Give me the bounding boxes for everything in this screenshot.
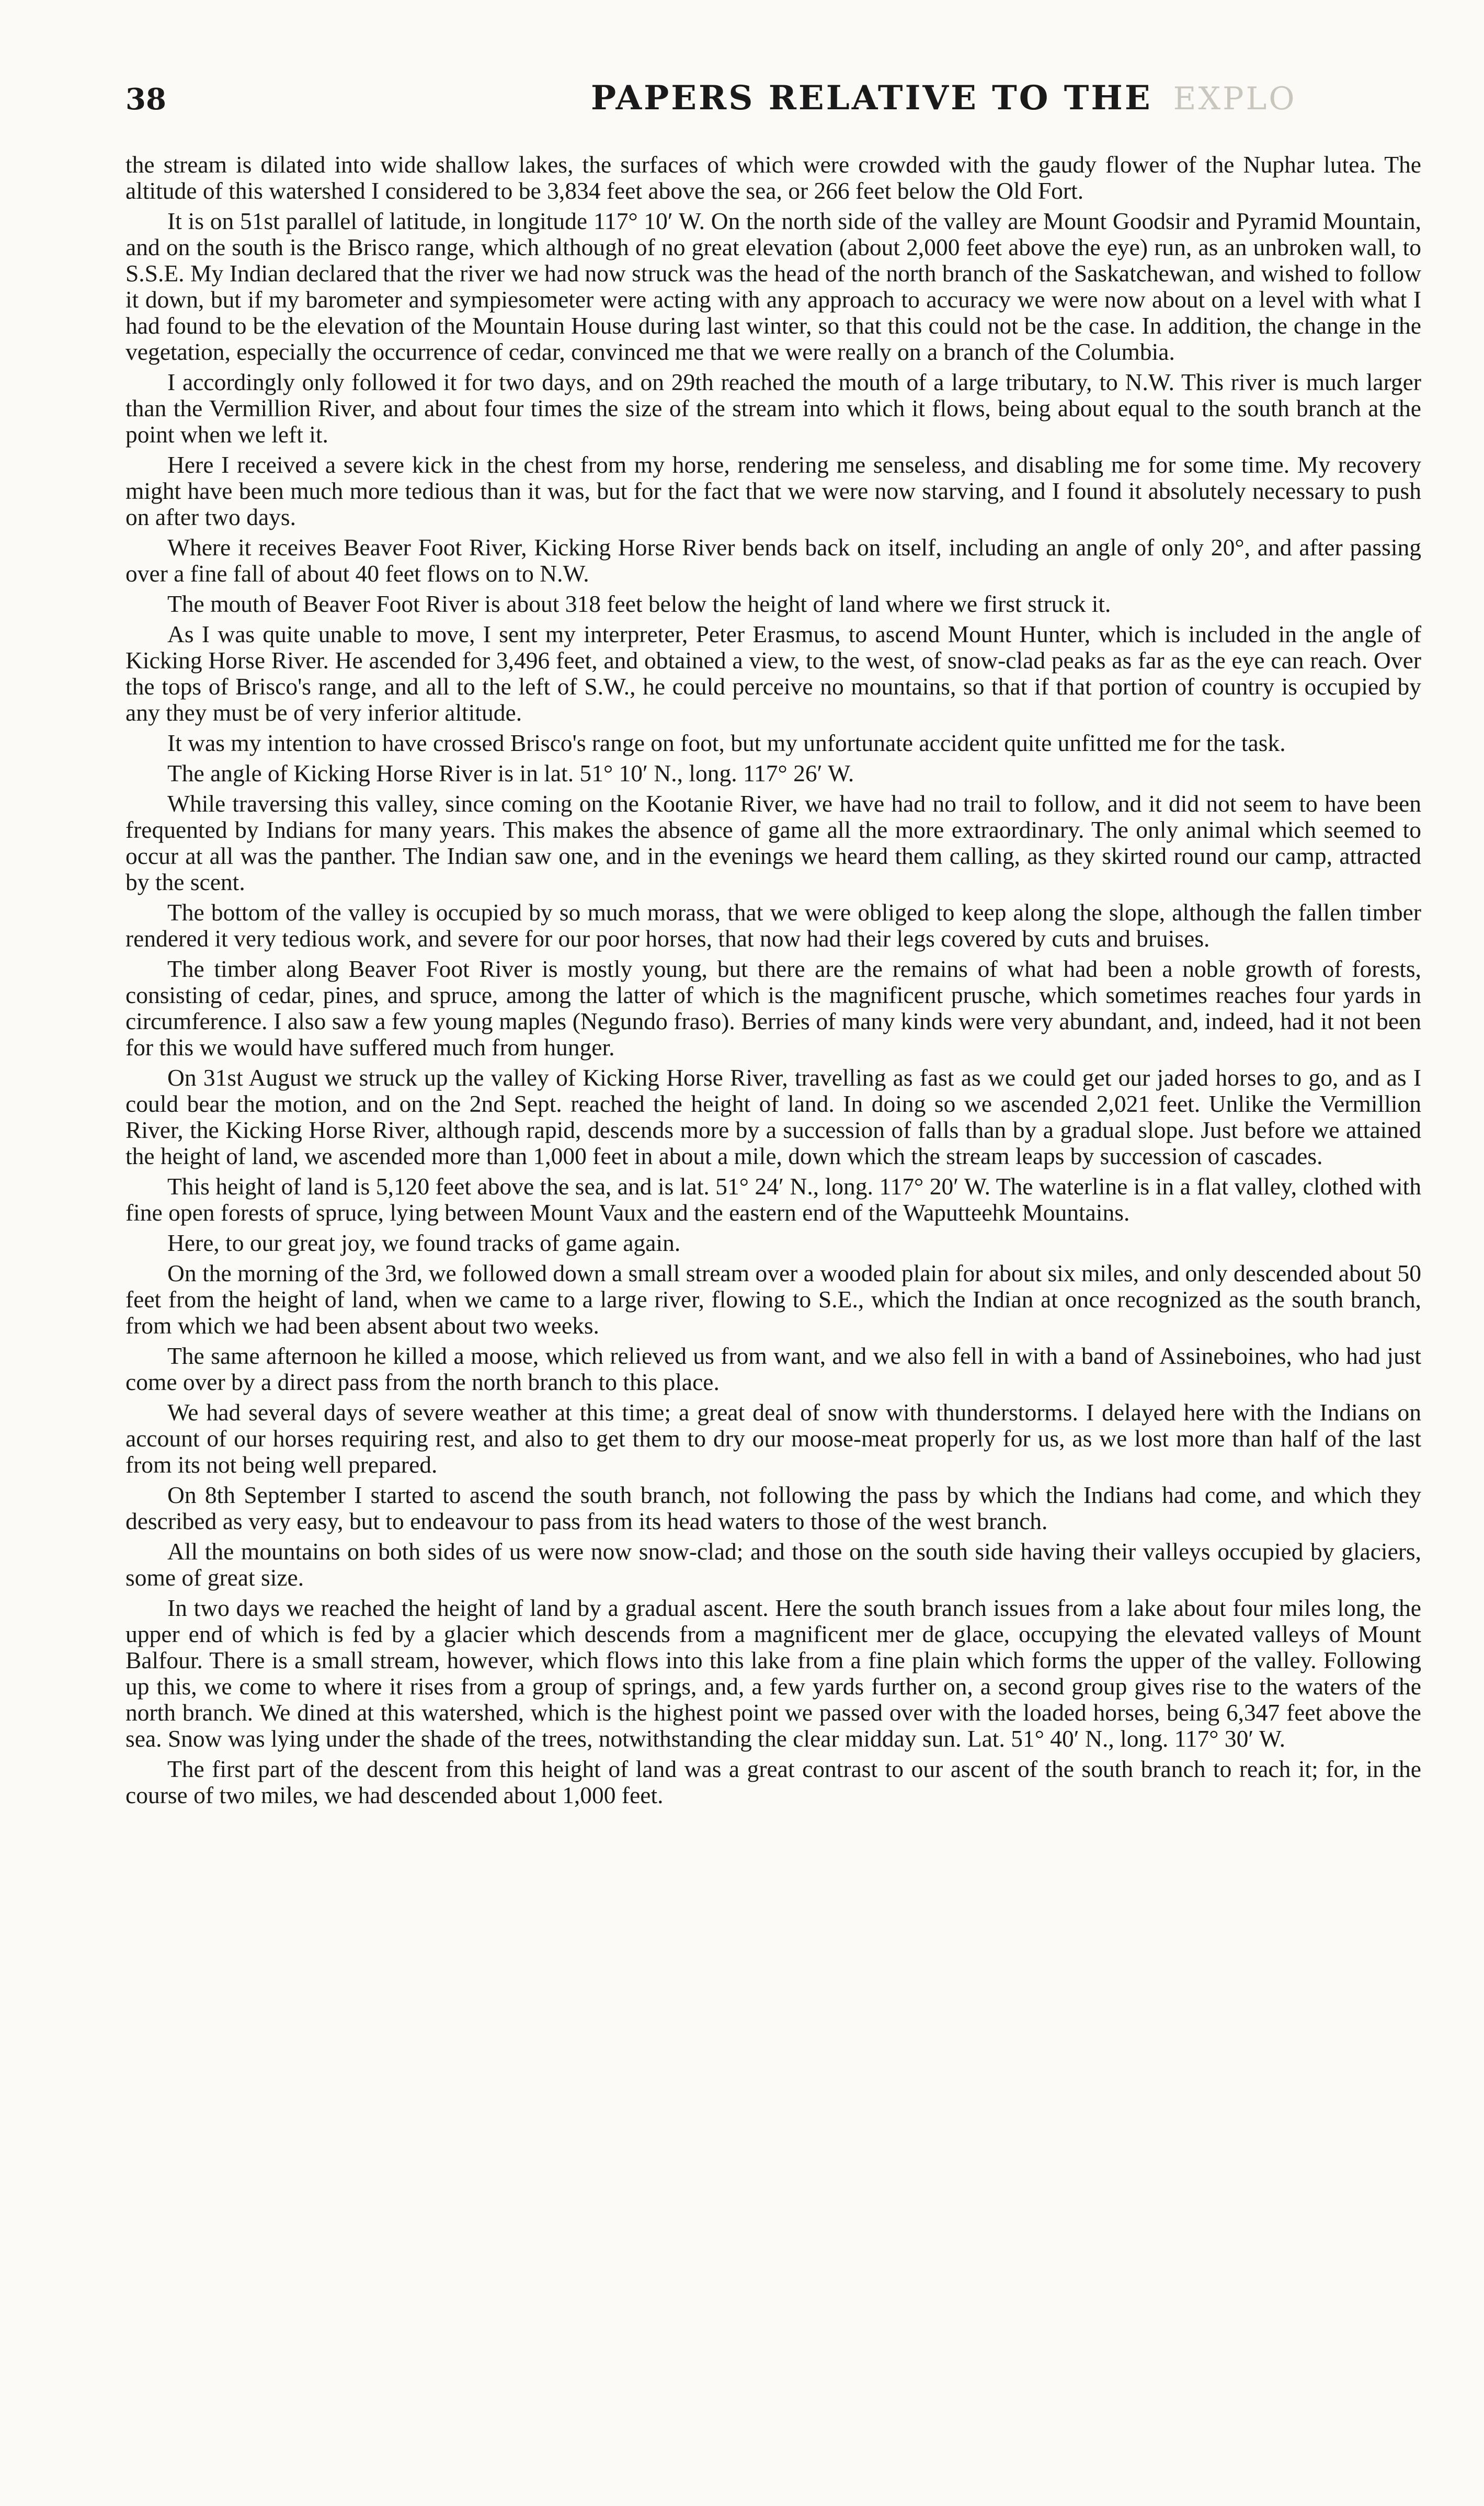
paragraph: Here I received a severe kick in the chest from my horse, rendering me senseless, and disabling me for some time. My recovery might have been much more tedious than it was, but for the fact that we were now starving, and I found it absolutely necessary to push on after two days. <box>125 451 1421 530</box>
page-header <box>125 78 1421 136</box>
paragraph: The same afternoon he killed a moose, which relieved us from want, and we also fell in with a band of Assineboines, who had just come over by a direct pass from the north branch to this place. <box>125 1342 1421 1395</box>
paragraph: The timber along Beaver Foot River is mostly young, but there are the remains of what had been a noble growth of forests, consisting of cedar, pines, and spruce, among the latter of which is the magnificent prusche, which sometimes reaches four yards in circumference. I also saw a few young maples (Negundo fraso). Berries of many kinds were very abundant, and, indeed, had it not been for this we would have suffered much from hunger. <box>125 955 1421 1061</box>
paragraph: This height of land is 5,120 feet above the sea, and is lat. 51° 24′ N., long. 117° 20′ W. The waterline is in a flat valley, clothed with fine open forests of spruce, lying between Mount Vaux and the eastern end of the Waputteehk Mountains. <box>125 1173 1421 1226</box>
page-number: 38 <box>125 82 166 117</box>
paragraph: Where it receives Beaver Foot River, Kicking Horse River bends back on itself, including an angle of only 20°, and after passing over a fine fall of about 40 feet flows on to N.W. <box>125 534 1421 587</box>
paragraph: The mouth of Beaver Foot River is about 318 feet below the height of land where we first struck it. <box>167 590 1111 617</box>
paragraph: On the morning of the 3rd, we followed down a small stream over a wooded plain for about six miles, and only descended about 50 feet from the height of land, when we came to a large river, flowing to S.E., which the Indian at once recognized as the south branch, from which we had been absent about two weeks. <box>125 1260 1421 1339</box>
paragraph: While traversing this valley, since coming on the Kootanie River, we have had no trail to follow, and it did not seem to have been frequented by Indians for many years. This makes the absence of game all the more extraordinary. The only animal which seemed to occur at all was the panther. The Indian saw one, and in the evenings we heard them calling, as they skirted round our camp, attracted by the scent. <box>125 790 1421 895</box>
paragraph: In two days we reached the height of land by a gradual ascent. Here the south branch issues from a lake about four miles long, the upper end of which is fed by a glacier which descends from a magnificent mer de glace, occupying the elevated valleys of Mount Balfour. There is a small stream, however, which flows into this lake from a fine plain which forms the upper of the valley. Following up this, we come to where it rises from a group of springs, and, a few yards further on, a second group gives rise to the waters of the north branch. We dined at this watershed, which is the highest point we passed over with the loaded horses, being 6,347 feet above the sea. Snow was lying under the shade of the trees, notwithstanding the clear midday sun. Lat. 51° 40′ N., long. 117° 30′ W. <box>125 1594 1421 1752</box>
running-title: PAPERS RELATIVE TO THE <box>591 78 1152 118</box>
paragraph: I accordingly only followed it for two days, and on 29th reached the mouth of a large tributary, to N.W. This river is much larger than the Vermillion River, and about four times the size of the stream into which it flows, being about equal to the south branch at the point when we left it. <box>125 369 1421 448</box>
paragraph: The first part of the descent from this height of land was a great contrast to our ascent of the south branch to reach it; for, in the course of two miles, we had descended about 1,000 feet. <box>125 1756 1421 1808</box>
paragraph: On 31st August we struck up the valley of Kicking Horse River, travelling as fast as we could get our jaded horses to go, and as I could bear the motion, and on the 2nd Sept. reached the height of land. In doing so we ascended 2,021 feet. Unlike the Vermillion River, the Kicking Horse River, although rapid, descends more by a succession of falls than by a gradual slope. Just before we attained the height of land, we ascended more than 1,000 feet in about a mile, down which the stream leaps by succession of cascades. <box>125 1064 1421 1169</box>
paragraph: The angle of Kicking Horse River is in lat. 51° 10′ N., long. 117° 26′ W. <box>167 760 854 787</box>
paragraph: It was my intention to have crossed Brisco's range on foot, but my unfortunate accident quite unfitted me for the task. <box>167 730 1286 756</box>
paragraph: It is on 51st parallel of latitude, in longitude 117° 10′ W. On the north side of the valley are Mount Goodsir and Pyramid Mountain, and on the south is the Brisco range, which although of no great elevation (about 2,000 feet above the eye) run, as an unbroken wall, to S.S.E. My Indian declared that the river we had now struck was the head of the north branch of the Saskatchewan, and wished to follow it down, but if my barometer and sympiesometer were acting with any approach to accuracy we were now about on a level with what I had found to be the elevation of the Mountain House during last winter, so that this could not be the case. In addition, the change in the vegetation, especially the occurrence of cedar, convinced me that we were really on a branch of the Columbia. <box>125 208 1421 365</box>
body-text <box>125 152 1421 1808</box>
paragraph: We had several days of severe weather at this time; a great deal of snow with thunderstorms. I delayed here with the Indians on account of our horses requiring rest, and also to get them to dry our moose-meat properly for us, as we lost more than half of the last from its not being well prepared. <box>125 1399 1421 1478</box>
paragraph: the stream is dilated into wide shallow lakes, the surfaces of which were crowded with the gaudy flower of the Nuphar lutea. The altitude of this watershed I considered to be 3,834 feet above the sea, or 266 feet below the Old Fort. <box>125 151 1421 204</box>
running-title-faded: EXPLO <box>1173 81 1297 117</box>
paragraph: Here, to our great joy, we found tracks of game again. <box>167 1229 681 1256</box>
paragraph: All the mountains on both sides of us were now snow-clad; and those on the south side having their valleys occupied by glaciers, some of great size. <box>125 1538 1421 1591</box>
paragraph: The bottom of the valley is occupied by so much morass, that we were obliged to keep along the slope, although the fallen timber rendered it very tedious work, and severe for our poor horses, that now had their legs covered by cuts and bruises. <box>125 899 1421 952</box>
paragraph: On 8th September I started to ascend the south branch, not following the pass by which the Indians had come, and which they described as very easy, but to endeavour to pass from its head waters to those of the west branch. <box>125 1482 1421 1534</box>
paragraph: As I was quite unable to move, I sent my interpreter, Peter Erasmus, to ascend Mount Hunter, which is included in the angle of Kicking Horse River. He ascended for 3,496 feet, and obtained a view, to the west, of snow-clad peaks as far as the eye can reach. Over the tops of Brisco's range, and all to the left of S.W., he could perceive no mountains, so that if that portion of country is occupied by any they must be of very inferior altitude. <box>125 621 1421 726</box>
